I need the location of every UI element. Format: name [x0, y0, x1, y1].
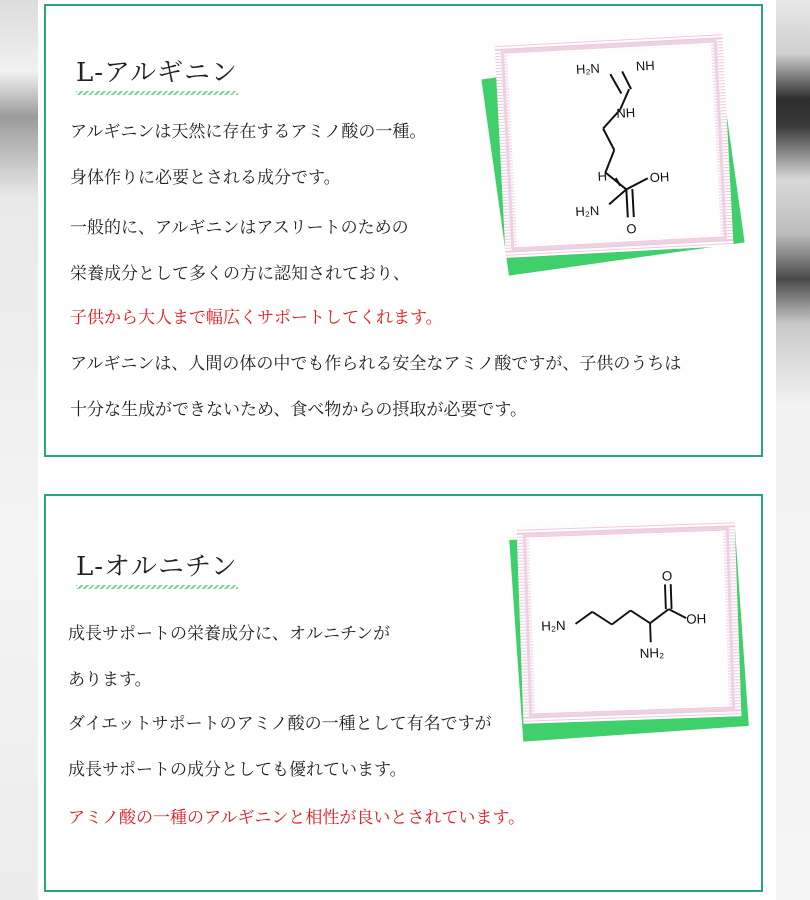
structure-frame	[495, 32, 734, 258]
svg-text:H: H	[597, 168, 608, 184]
svg-text:OH: OH	[649, 169, 670, 186]
paragraph-line: 身体作りに必要とされる成分です。	[70, 168, 341, 188]
svg-text:OH: OH	[686, 611, 707, 627]
svg-text:H₂N: H₂N	[575, 60, 601, 77]
highlight-text: 子供から大人まで幅広くサポートしてくれます。	[70, 308, 443, 328]
svg-text:H₂N: H₂N	[540, 617, 566, 634]
arginine-card	[44, 4, 763, 457]
paragraph-line: あります。	[68, 670, 152, 690]
ornithine-card	[44, 494, 763, 892]
svg-text:O: O	[626, 220, 637, 237]
section-title: L-アルギニン	[76, 52, 238, 95]
paragraph-line: ダイエットサポートのアミノ酸の一種として有名ですが	[68, 714, 492, 734]
highlight-text: アミノ酸の一種のアルギニンと相性が良いとされています。	[68, 808, 525, 828]
section-title: L-オルニチン	[76, 546, 238, 589]
paragraph-line: 成長サポートの栄養成分に、オルニチンが	[68, 624, 391, 644]
ornithine-molecule-diagram	[529, 533, 729, 712]
background-right	[776, 0, 810, 900]
svg-text:NH: NH	[615, 104, 636, 121]
background-left	[0, 0, 38, 900]
paragraph-line: アルギニンは天然に存在するアミノ酸の一種。	[70, 122, 427, 142]
paragraph-line: 栄養成分として多くの方に認知されており、	[70, 264, 410, 284]
paragraph-line: 十分な生成ができないため、食べ物からの摂取が必要です。	[70, 400, 527, 420]
svg-text:H₂N: H₂N	[575, 202, 600, 220]
ornithine-structure-figure	[510, 518, 748, 736]
arginine-structure-figure	[490, 30, 750, 262]
paragraph-line: 成長サポートの成分としても優れています。	[68, 760, 407, 780]
paragraph-line: アルギニンは、人間の体の中でも作られる安全なアミノ酸ですが、子供のうちは	[70, 354, 682, 374]
svg-text:NH₂: NH₂	[639, 645, 665, 661]
arginine-molecule-diagram	[507, 45, 721, 245]
structure-frame	[517, 520, 742, 723]
svg-text:NH: NH	[635, 57, 656, 74]
paragraph-line: 一般的に、アルギニンはアスリートのための	[70, 218, 409, 238]
svg-text:O: O	[661, 568, 673, 584]
